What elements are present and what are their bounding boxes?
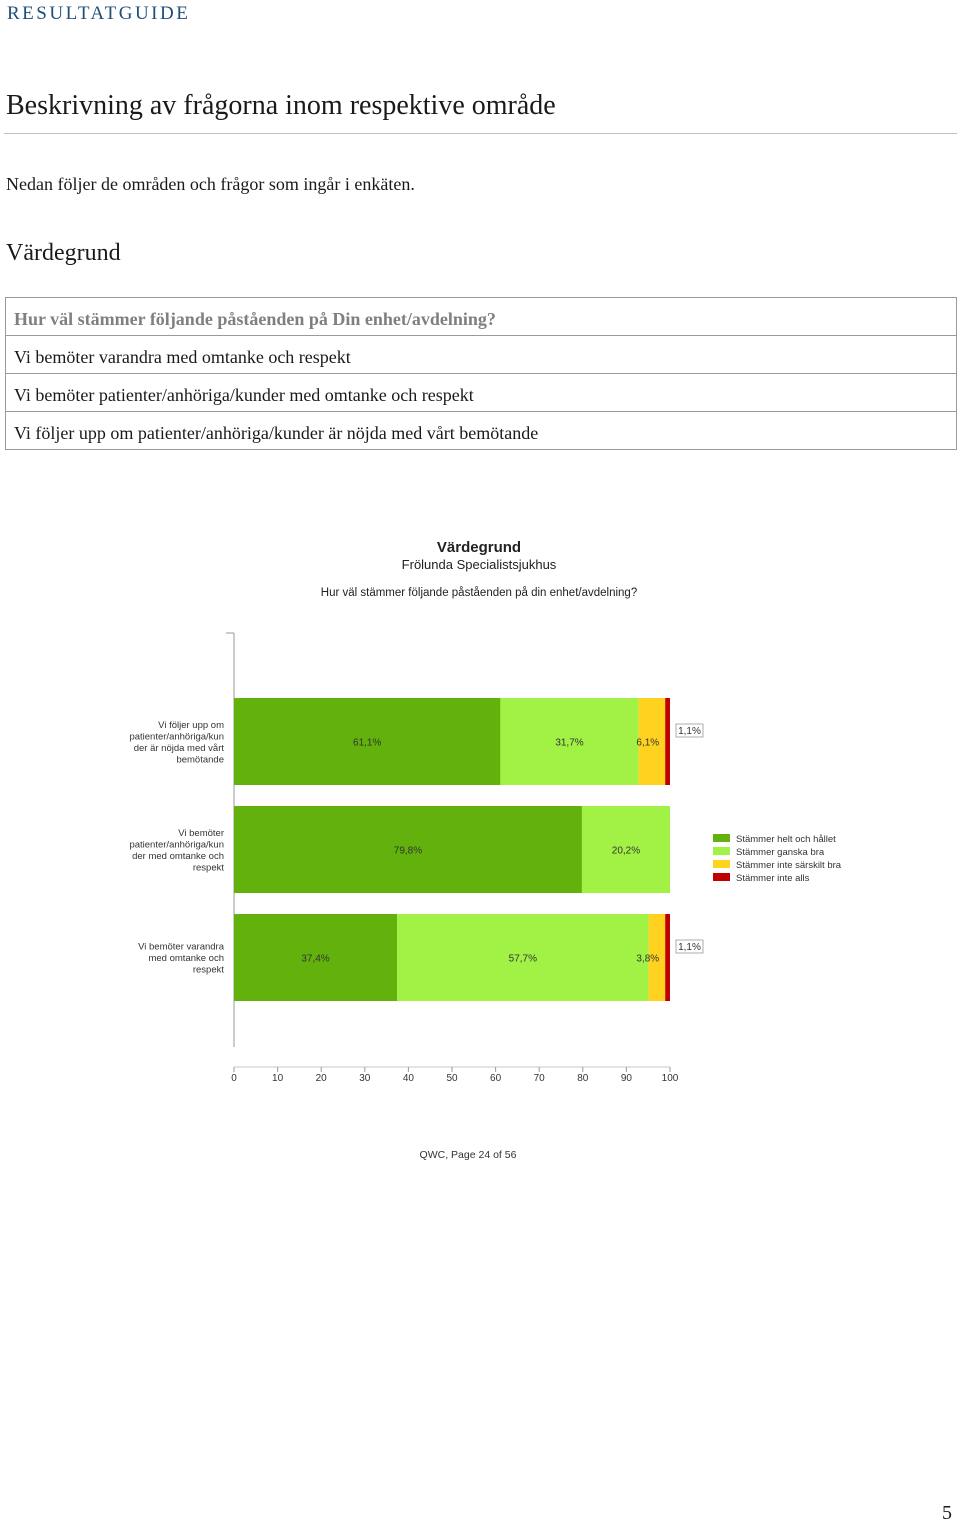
legend-label: Stämmer inte särskilt bra (736, 860, 842, 871)
bar-segment (665, 914, 670, 1001)
category-label: Vi bemöter (178, 827, 224, 839)
x-tick-label: 100 (661, 1073, 679, 1084)
data-label: 79,8% (393, 845, 423, 857)
bar-segment (665, 698, 670, 785)
legend-label: Stämmer helt och hållet (736, 834, 836, 845)
legend-swatch (713, 847, 730, 855)
x-tick-label: 20 (315, 1073, 327, 1084)
chart-question: Hur väl stämmer följande påståenden på din enhet/avdelning? (320, 587, 638, 599)
data-label: 61,1% (353, 737, 382, 749)
category-label: med omtanke och (148, 953, 224, 964)
document-header: RESULTATGUIDE (7, 3, 191, 24)
x-tick-label: 50 (446, 1073, 458, 1084)
title-divider (4, 133, 957, 134)
data-label: 6,1% (636, 737, 660, 749)
question-item: Vi bemöter patienter/anhöriga/kunder med omtanke och respekt (6, 373, 956, 411)
x-tick-label: 80 (577, 1073, 589, 1084)
intro-text: Nedan följer de områden och frågor som ingår i enkäten. (6, 174, 415, 194)
category-label: der är nöjda med vårt (133, 742, 224, 754)
data-label: 3,8% (636, 953, 660, 965)
category-label: patienter/anhöriga/kun (129, 839, 224, 851)
chart-title: Värdegrund (436, 539, 522, 556)
chart-footer: QWC, Page 24 of 56 (419, 1149, 517, 1161)
question-table-heading: Hur väl stämmer följande påståenden på Din enhet/avdelning? (14, 309, 496, 329)
category-label: der med omtanke och (132, 850, 224, 862)
data-label: 20,2% (611, 845, 641, 857)
category-label: respekt (192, 964, 224, 976)
category-label: bemötande (176, 754, 224, 766)
data-label: 57,7% (508, 953, 538, 965)
category-label: patienter/anhöriga/kun (129, 731, 224, 743)
x-tick-label: 30 (359, 1073, 371, 1084)
x-tick-label: 40 (402, 1073, 414, 1084)
category-label: Vi bemöter varandra (138, 941, 224, 953)
legend-swatch (713, 873, 730, 881)
question-item: Vi följer upp om patienter/anhöriga/kunder är nöjda med vårt bemötande (6, 411, 956, 449)
page-number: 5 (942, 1502, 952, 1524)
data-label: 31,7% (555, 737, 584, 749)
legend-label: Stämmer inte alls (736, 873, 810, 884)
x-tick-label: 90 (620, 1073, 632, 1084)
legend-swatch (713, 834, 730, 842)
question-table (5, 297, 957, 450)
section-heading: Värdegrund (6, 240, 121, 266)
x-tick-label: 70 (533, 1073, 545, 1084)
chart-subtitle: Frölunda Specialistsjukhus (401, 557, 557, 572)
stacked-bar-chart (0, 520, 960, 1180)
question-item: Vi bemöter varandra med omtanke och respekt (6, 335, 956, 373)
x-tick-label: 10 (272, 1073, 284, 1084)
data-label: 37,4% (301, 953, 330, 965)
x-tick-label: 0 (231, 1073, 237, 1084)
x-tick-label: 60 (490, 1073, 502, 1084)
legend-swatch (713, 860, 730, 868)
data-label: 1,1% (678, 726, 701, 737)
legend-label: Stämmer ganska bra (736, 847, 825, 858)
data-label: 1,1% (678, 942, 701, 953)
category-label: respekt (192, 862, 224, 874)
category-label: Vi följer upp om (158, 719, 224, 731)
page-title: Beskrivning av frågorna inom respektive område (6, 90, 556, 121)
